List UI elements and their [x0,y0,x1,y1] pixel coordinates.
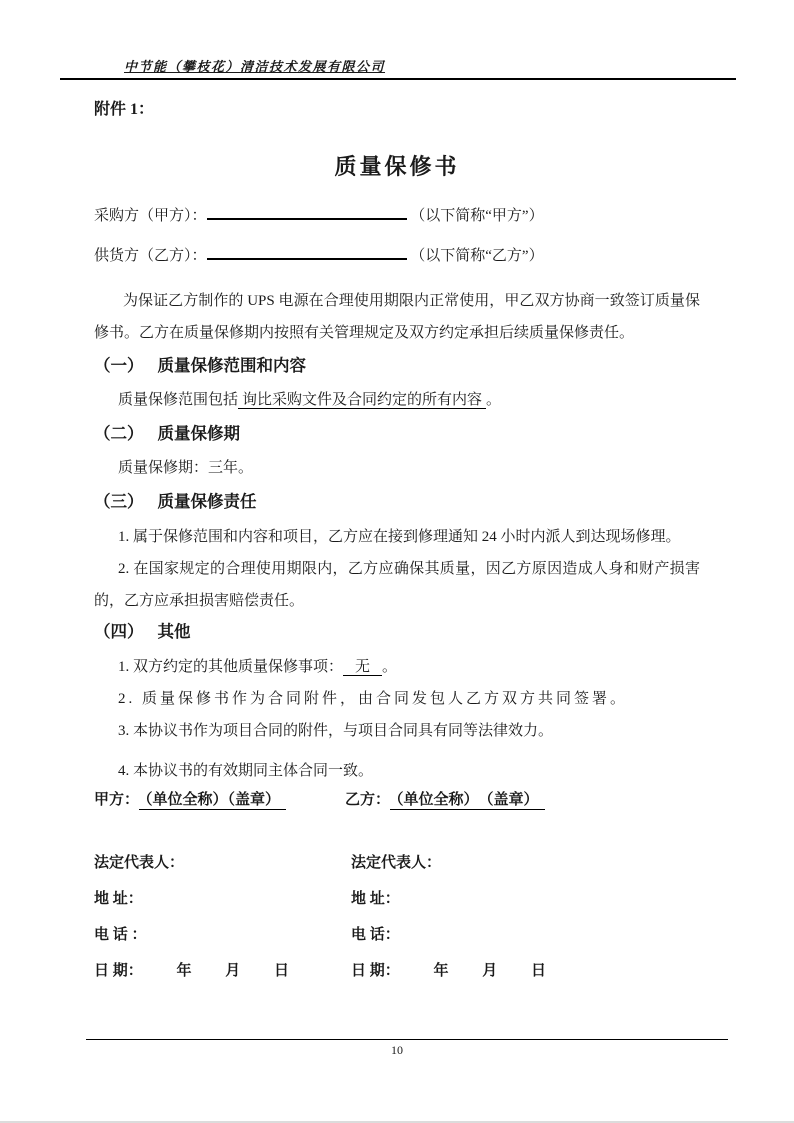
supplier-blank-field [207,245,407,260]
supplier-line [94,245,700,267]
other-item-4: 4. 本协议书的有效期同主体合同一致。 [118,763,374,779]
section-1-heading [94,355,700,377]
section-1-body [94,389,700,411]
attachment-label: 附件 1： [94,101,155,118]
contacts-party-a [94,851,345,995]
section-2-number: （二） [94,424,144,443]
buyer-label: 采购方（甲方）： [94,208,207,224]
responsibility-item-2: 2. 在国家规定的合理使用期限内，乙方应确保其质量，因乙方原因造成人身和财产损害的，乙方应承担损害赔偿责任。 [94,561,700,609]
year-label-b: 年 [433,963,449,979]
company-name: 中节能（攀枝花）清洁技术发展有限公司 [124,59,386,74]
section-1-title: 质量保修范围和内容 [157,356,306,375]
date-row-b [351,959,596,977]
section-4-title: 其他 [157,622,191,641]
buyer-note: （以下简称“甲方”） [410,208,544,224]
party-a-label: 甲方： [94,792,140,808]
warranty-period-text: 质量保修期：三年。 [118,460,254,476]
section-3-title: 质量保修责任 [157,492,257,511]
section-3-heading [94,491,700,513]
address-label-a: 地 址： [94,891,143,907]
year-label-a: 年 [176,963,192,979]
legal-rep-label-b: 法定代表人： [351,855,442,871]
day-label-b: 日 [531,963,547,979]
party-a-value: （单位全称）（盖章） [139,792,286,810]
section-4-number: （四） [94,622,144,641]
address-label-b: 地 址： [351,891,400,907]
phone-label-b: 电 话： [351,927,400,943]
legal-rep-label-a: 法定代表人： [94,855,185,871]
section-4-heading [94,621,700,643]
footer-divider [86,1039,728,1040]
other-item-1 [94,651,700,683]
supplier-label: 供货方（乙方）： [94,248,207,264]
document-title: 质量保修书 [334,154,460,179]
buyer-line [94,205,700,227]
section-2-heading [94,423,700,445]
other-item-2: 2. 质量保修书作为合同附件，由合同发包人乙方双方共同签署。 [118,691,629,707]
date-label-b: 日 期： [351,963,400,979]
section-1-number: （一） [94,356,144,375]
month-label-b: 月 [482,963,498,979]
other-item-1-suffix: 。 [382,659,398,675]
intro-paragraph: 为保证乙方制作的 UPS 电源在合理使用期限内正常使用，甲乙双方协商一致签订质量保修书。乙方在质量保修期内按照有关管理规定及双方约定承担后续质量保修责任。 [94,293,700,341]
contacts-party-b [345,851,596,995]
warranty-scope-suffix: 。 [486,392,502,408]
party-a-signature [94,788,345,809]
warranty-scope-value: 询比采购文件及合同约定的所有内容 [238,392,486,409]
phone-label-a: 电 话 ： [94,927,147,943]
party-b-signature [345,788,545,809]
signature-row [94,788,700,809]
month-label-a: 月 [225,963,241,979]
contacts-block [94,851,734,995]
date-row-a [94,959,345,977]
responsibility-item-1: 1. 属于保修范围和内容和项目，乙方应在接到修理通知 24 小时内派人到达现场修理。 [118,529,681,545]
supplier-note: （以下简称“乙方”） [410,248,544,264]
other-item-1-value: 无 [343,659,382,676]
party-b-label: 乙方： [345,792,391,808]
document-body [94,205,700,787]
other-item-1-prefix: 1. 双方约定的其他质量保修事项： [118,659,344,675]
party-b-value: （单位全称） （盖章） [390,792,545,810]
other-item-3: 3. 本协议书作为项目合同的附件，与项目合同具有同等法律效力。 [118,723,554,739]
page-number: 10 [391,1043,403,1057]
date-label-a: 日 期： [94,963,143,979]
section-3-number: （三） [94,492,144,511]
buyer-blank-field [207,205,407,220]
section-2-title: 质量保修期 [157,424,240,443]
warranty-scope-prefix: 质量保修范围包括 [118,392,239,408]
day-label-a: 日 [274,963,290,979]
page-header [60,56,736,80]
